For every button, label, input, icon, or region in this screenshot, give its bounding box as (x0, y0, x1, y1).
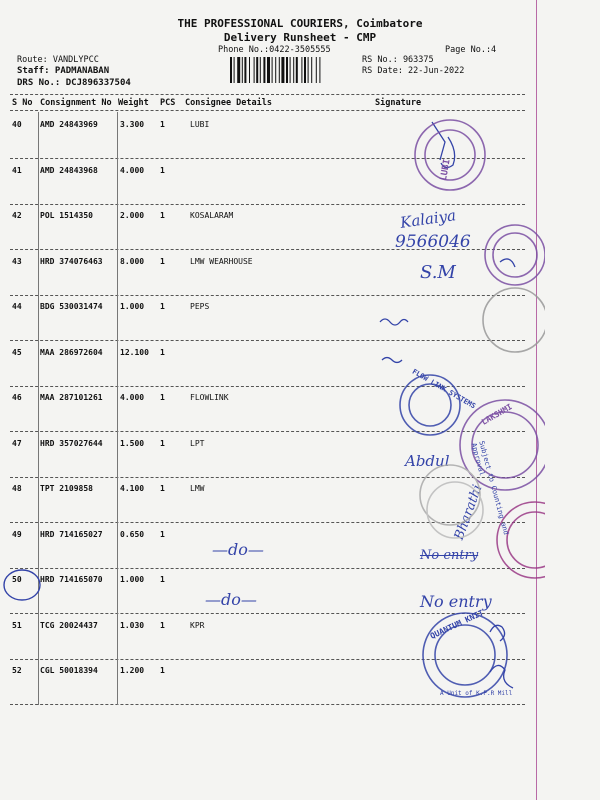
row-pcs: 1 (160, 256, 165, 266)
row-sno: 50 (12, 575, 22, 584)
row-sno: 52 (12, 666, 22, 675)
row-weight: 12.100 (120, 347, 149, 357)
row-weight: 4.000 (120, 165, 145, 175)
staff: Staff: PADMANABAN (17, 66, 110, 76)
row-consignment-no: MAA 287101261 (40, 393, 103, 402)
handwritten-no-entry-50: No entry (420, 592, 492, 611)
stamp-lakshmi-note: Subject to Counting and Approval (469, 440, 511, 536)
row-consignment-no: TCG 20024437 (40, 620, 98, 630)
page-number: Page No.:4 (445, 45, 497, 55)
row-weight: 1.000 (120, 575, 145, 584)
column-header-weight: Weight (118, 98, 149, 108)
row-consignment-no: POL 1514350 (40, 211, 93, 220)
rs-date: RS Date: 22-Jun-2022 (362, 66, 465, 76)
row-weight: 4.000 (120, 393, 145, 402)
row-consignment-no: AMD 24843969 (40, 120, 98, 129)
row-consignee: FLOWLINK (190, 393, 229, 402)
row-consignment-no: HRD 357027644 (40, 438, 103, 448)
row-sno: 48 (12, 484, 22, 493)
row-pcs: 1 (160, 438, 165, 448)
column-divider-consignment (117, 112, 118, 705)
handwritten-ditto-50: —do— (205, 590, 257, 609)
row-sno: 51 (12, 620, 22, 630)
row-pcs: 1 (160, 393, 165, 402)
row-consignment-no: CGL 50018394 (40, 666, 98, 675)
signature-42: Kalaiya (399, 206, 458, 232)
stamp-quantum-text: QUANTUM KNIT (428, 608, 485, 641)
row-consignee: LMW (190, 484, 205, 493)
column-header-signature: Signature (375, 98, 422, 108)
row-pcs: 1 (160, 529, 165, 539)
row-weight: 0.650 (120, 529, 145, 539)
handwritten-no-entry-49: No entry (420, 548, 479, 563)
signature-48: Bharathi (451, 482, 486, 543)
row-consignee: LUBI (190, 120, 210, 129)
signature-47: Abdul (405, 452, 450, 470)
stamp-round-44 (483, 288, 545, 352)
column-header-consignment: Consignment No (40, 98, 112, 108)
phone-number: Phone No.:0422-3505555 (218, 45, 331, 55)
handwritten-phone-42: 9566046 (395, 232, 471, 252)
handwritten-ditto-49: —do— (212, 540, 264, 559)
row-sno: 49 (12, 529, 22, 539)
row-consignee: LPT (190, 438, 205, 448)
stamp-flowlink-text: FLOW LINK SYSTEMS (410, 367, 477, 411)
row-pcs: 1 (160, 575, 165, 584)
row-weight: 1.000 (120, 302, 145, 311)
row-weight: 8.000 (120, 256, 145, 266)
row-consignee: KPR (190, 620, 205, 630)
row-pcs: 1 (160, 484, 165, 493)
row-sno: 47 (12, 438, 22, 448)
row-pcs: 1 (160, 211, 165, 220)
row-weight: 1.500 (120, 438, 145, 448)
row-sno: 43 (12, 256, 22, 266)
drs-number: DRS No.: DCJ896337504 (17, 78, 131, 88)
row-pcs: 1 (160, 302, 165, 311)
row-consignment-no: AMD 24843968 (40, 165, 98, 175)
stamp-quantum-subtext: A Unit of K.P.R Mill (440, 690, 513, 697)
rs-number: RS No.: 963375 (362, 55, 434, 65)
signature-43: S.M (420, 262, 456, 283)
stamp-round-43 (485, 225, 545, 285)
company-name: THE PROFESSIONAL COURIERS, Coimbatore (177, 17, 423, 30)
row-sno: 42 (12, 211, 22, 220)
row-consignee: LMW WEARHOUSE (190, 256, 253, 266)
row-pcs: 1 (160, 165, 165, 175)
document-title: Delivery Runsheet - CMP (223, 31, 377, 44)
row-consignment-no: HRD 714165070 (40, 575, 103, 584)
barcode (230, 57, 355, 83)
table-top-rule (10, 94, 525, 95)
row-weight: 1.030 (120, 620, 145, 630)
column-header-sno: S No (12, 98, 33, 108)
row-pcs: 1 (160, 120, 165, 129)
row-pcs: 1 (160, 620, 165, 630)
column-divider-sno (38, 112, 39, 705)
row-pcs: 1 (160, 347, 165, 357)
row-sno: 44 (12, 302, 22, 311)
row-50-circle-mark (2, 565, 46, 605)
row-sno: 45 (12, 347, 22, 357)
stamp-lakshmi-text: LAKSHMI (480, 402, 514, 427)
row-consignment-no: BDG 530031474 (40, 302, 103, 311)
row-consignment-no: TPT 2109858 (40, 484, 93, 493)
row-consignment-no: MAA 286972604 (40, 347, 103, 357)
row-weight: 1.200 (120, 666, 145, 675)
stamp-lubi-text: LUBI (439, 158, 453, 182)
row-weight: 4.100 (120, 484, 145, 493)
row-sno: 46 (12, 393, 22, 402)
row-sno: 40 (12, 120, 22, 129)
row-consignment-no: HRD 714165027 (40, 529, 103, 539)
row-weight: 3.300 (120, 120, 145, 129)
row-weight: 2.000 (120, 211, 145, 220)
row-consignment-no: HRD 374076463 (40, 256, 103, 266)
column-header-pcs: PCS (160, 98, 176, 108)
column-header-consignee: Consignee Details (185, 98, 272, 108)
route: Route: VANDLYPCC (17, 55, 99, 65)
row-pcs: 1 (160, 666, 165, 675)
row-consignee: KOSALARAM (190, 211, 234, 220)
row-consignee: PEPS (190, 302, 210, 311)
row-sno: 41 (12, 165, 22, 175)
